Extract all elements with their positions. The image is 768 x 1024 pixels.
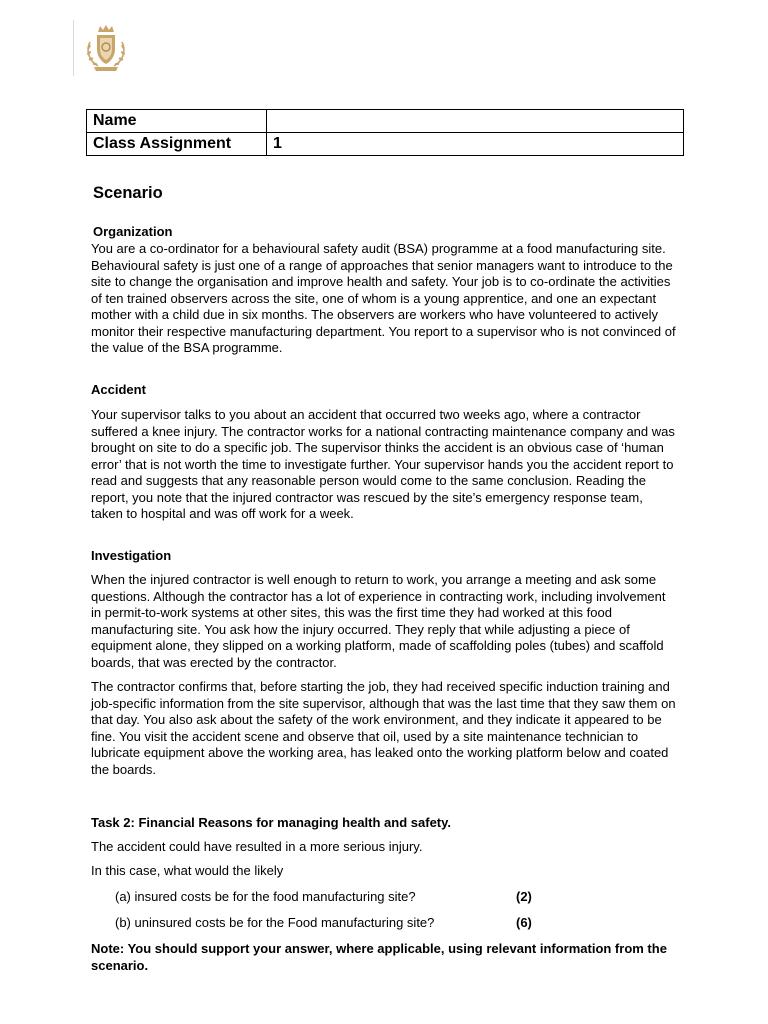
task-item-a: (a) insured costs be for the food manufacturing site?	[115, 889, 416, 904]
task-item-b-marks: (6)	[516, 915, 532, 930]
name-value-field	[267, 110, 684, 133]
table-row	[87, 133, 684, 156]
accident-heading: Accident	[91, 382, 146, 397]
crest-logo-icon	[80, 22, 132, 74]
task-question: In this case, what would the likely	[91, 863, 284, 878]
task-intro: The accident could have resulted in a more serious injury.	[91, 839, 423, 854]
organization-paragraph: You are a co-ordinator for a behavioural safety audit (BSA) programme at a food manufacturing site. Behavioural safety is just one of a range of approaches that senior managers want to introduce to the site to change the organisation and improve health and safety. Your job is to co-ordinate the activities of ten trained observers across the site, one of whom is a young apprentice, and one an expectant mother with a child due in six months. The observers are workers who have volunteered to actively monitor their respective manufacturing department. You report to a supervisor who is not convinced of the value of the BSA programme.	[91, 241, 676, 355]
task-item-b: (b) uninsured costs be for the Food manufacturing site?	[115, 915, 435, 930]
organization-heading: Organization	[93, 224, 173, 239]
investigation-paragraph-1: When the injured contractor is well enough to return to work, you arrange a meeting and ask some questions. Although the contractor has a lot of experience in contracting work, including involvement in permit-to-work systems at other sites, this was the first time they had worked at this food manufacturing site. You ask how the injury occurred. They reply that while adjusting a piece of equipment alone, they slipped on a working platform, made of scaffolding poles (tubes) and scaffold boards, that was erected by the contractor.	[91, 572, 666, 670]
name-label: Name	[87, 110, 267, 133]
investigation-heading: Investigation	[91, 548, 172, 563]
task-item-a-marks: (2)	[516, 889, 532, 904]
task-heading: Task 2: Financial Reasons for managing health and safety.	[91, 815, 452, 830]
class-assignment-value: 1	[267, 133, 684, 156]
task-note: Note: You should support your answer, where applicable, using relevant information from the scenario.	[91, 941, 667, 973]
header-divider	[73, 20, 74, 76]
class-assignment-label: Class Assignment	[87, 133, 267, 156]
accident-paragraph: Your supervisor talks to you about an accident that occurred two weeks ago, where a contractor suffered a knee injury. The contractor works for a national contracting maintenance company and was brought on site to do a specific job. The supervisor thinks the accident is an obvious case of ‘human error’ that is not worth the time to investigate further. Your supervisor hands you the accident report to read and suggests that any reasonable person would come to the same conclusion. Reading the report, you note that the injured contractor was rescued by the site’s emergency response team, taken to hospital and was off work for a week.	[91, 407, 675, 521]
assignment-info-table	[86, 109, 684, 156]
scenario-heading: Scenario	[93, 184, 163, 202]
table-row	[87, 110, 684, 133]
investigation-paragraph-2: The contractor confirms that, before starting the job, they had received specific induction training and job-specific information from the site supervisor, although that was the last time that they saw them on that day. You also ask about the safety of the work environment, and they indicate it appeared to be fine. You visit the accident scene and observe that oil, used by a site maintenance technician to lubricate equipment above the working area, has leaked onto the working platform below and coated the boards.	[91, 679, 676, 777]
